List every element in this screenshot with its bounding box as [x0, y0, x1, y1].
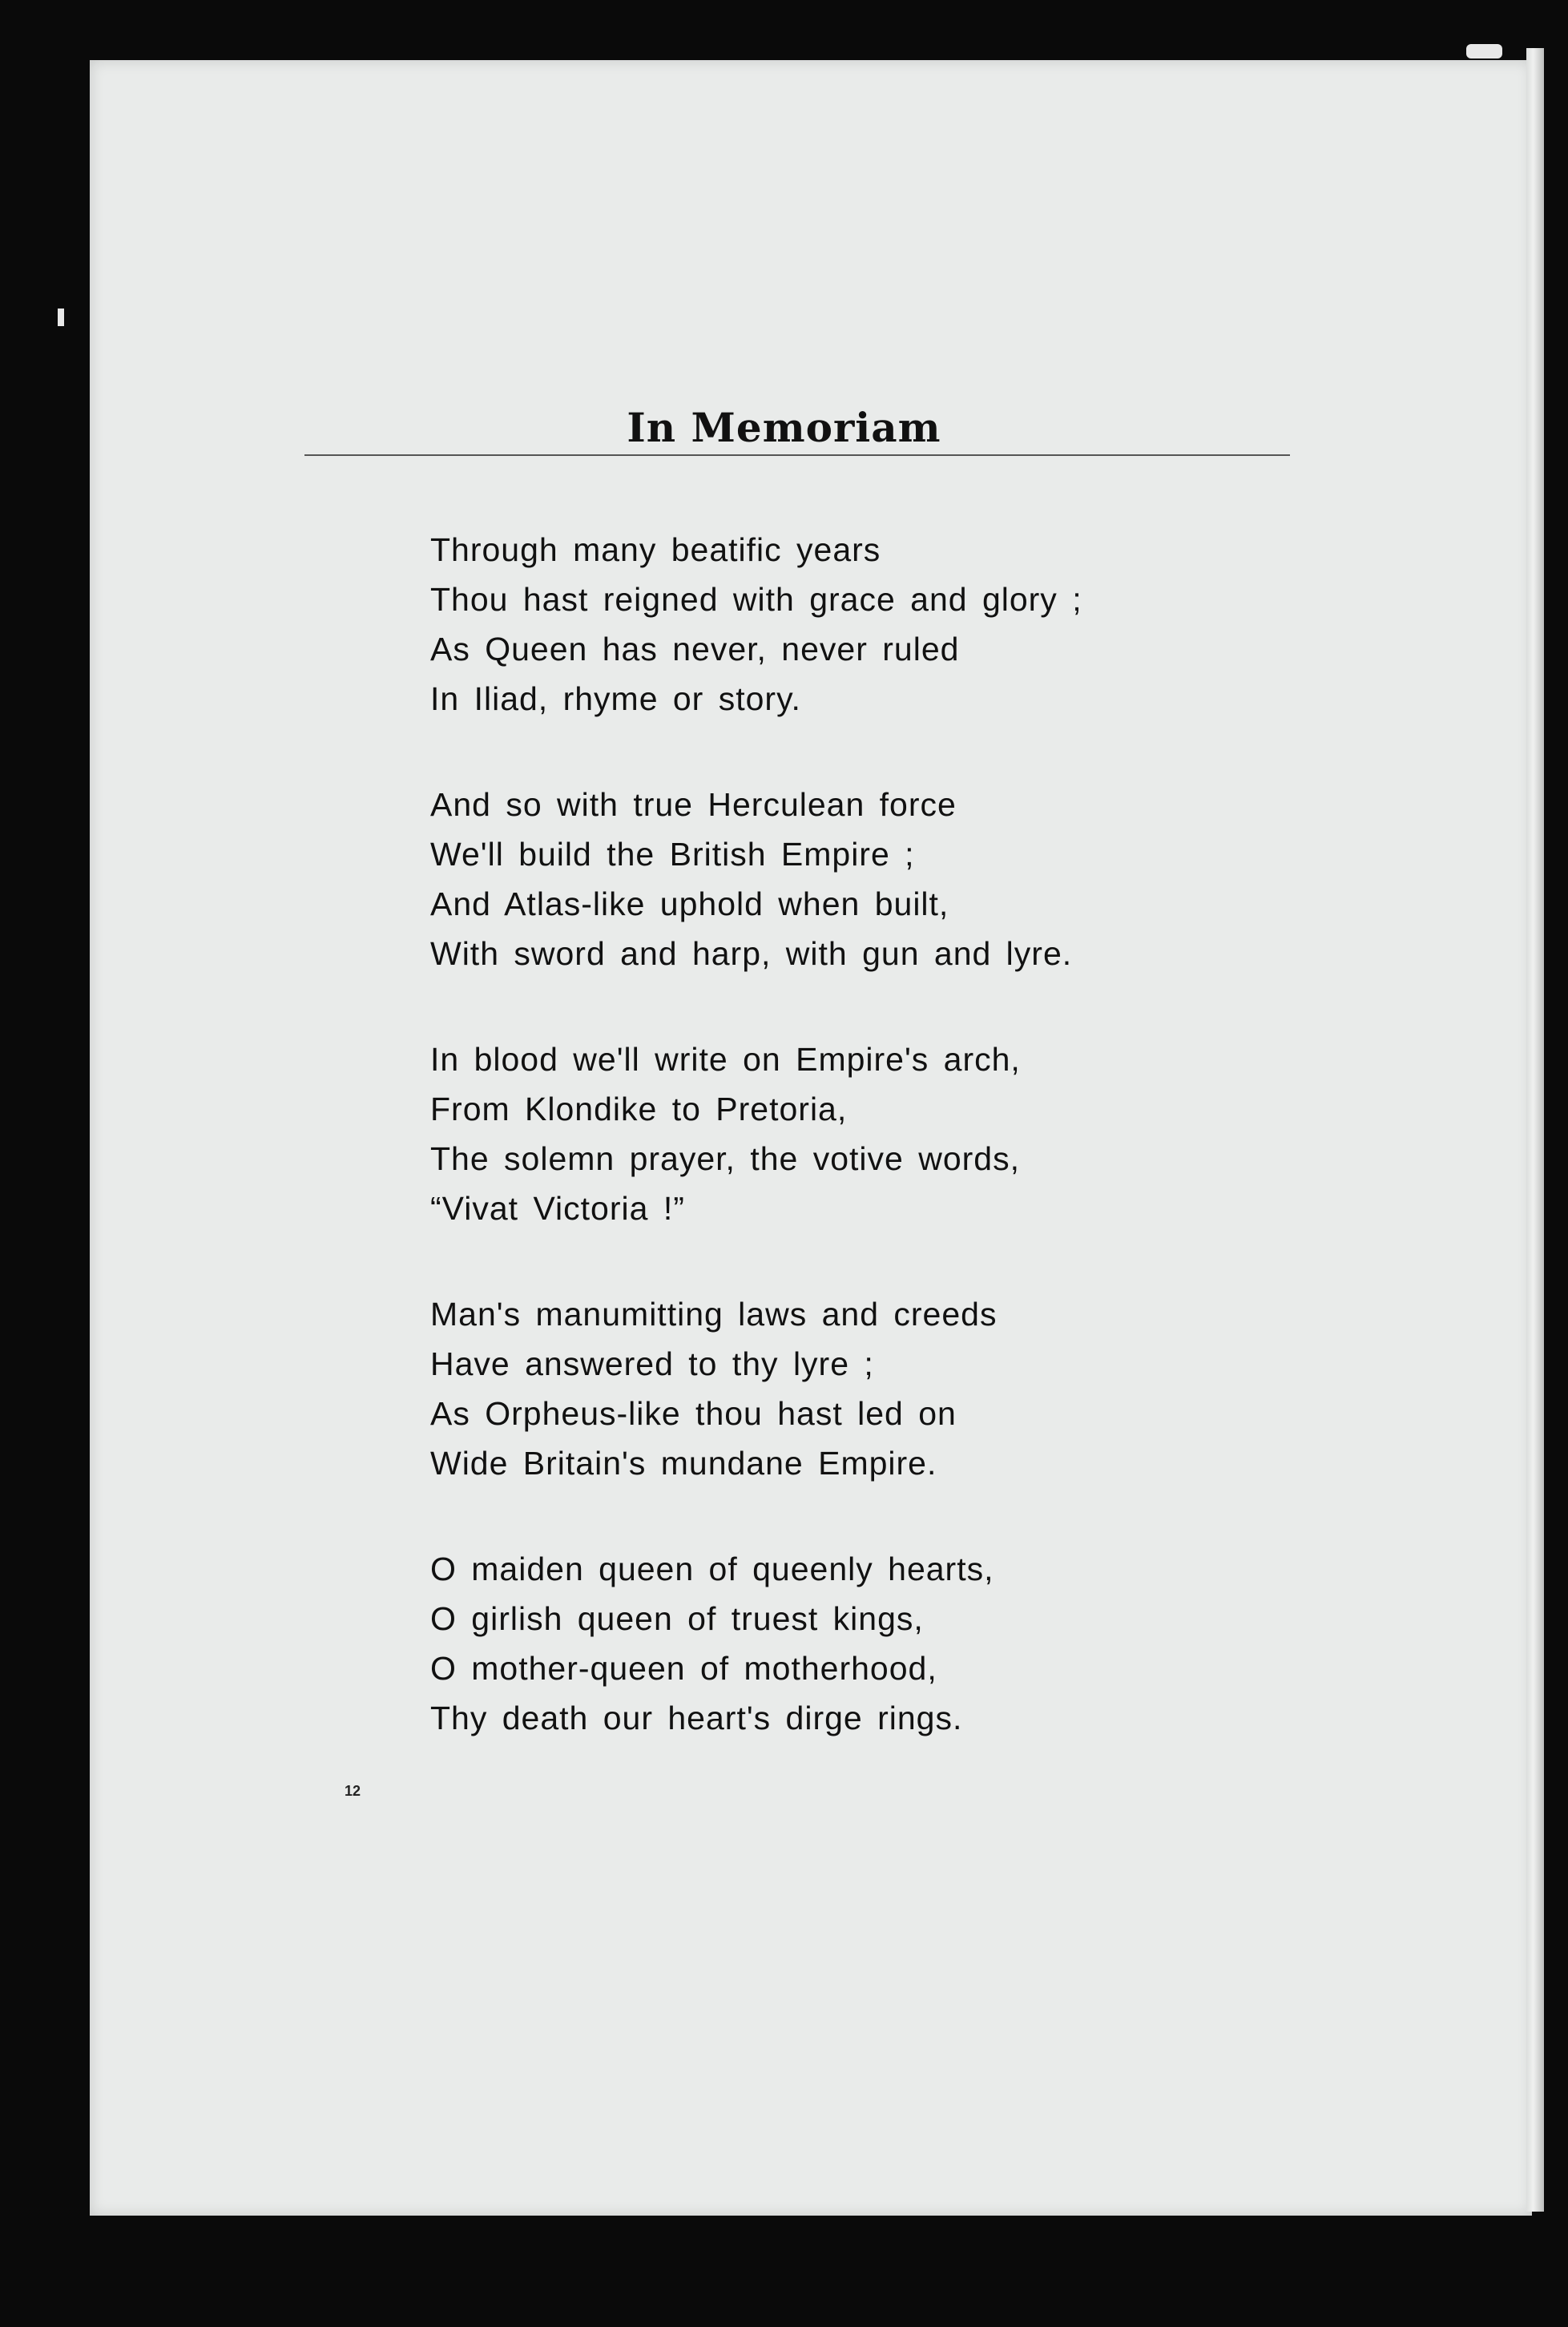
poem-line: “Vivat Victoria !”: [430, 1190, 685, 1227]
poem-body: [430, 525, 1352, 1799]
poem-line: Man's manumitting laws and creeds: [430, 1296, 998, 1333]
poem-line: Thou hast reigned with grace and glory ;: [430, 581, 1082, 618]
poem-line: And Atlas-like uphold when built,: [430, 885, 949, 922]
title-divider: [304, 454, 1290, 456]
poem-line: As Queen has never, never ruled: [430, 631, 960, 667]
scan-artifact-top-right: [1466, 44, 1502, 58]
scan-artifact-left: [58, 309, 64, 326]
poem-line: O girlish queen of truest kings,: [430, 1600, 924, 1637]
page-number: 12: [345, 1783, 361, 1799]
poem-line: The solemn prayer, the votive words,: [430, 1140, 1020, 1177]
poem-line: And so with true Herculean force: [430, 786, 957, 823]
stanza: [430, 1034, 1352, 1233]
poem-line: Thy death our heart's dirge rings.: [430, 1700, 963, 1736]
poem-line: O mother-queen of motherhood,: [430, 1650, 937, 1687]
poem-line: In Iliad, rhyme or story.: [430, 680, 801, 717]
stanza: [430, 780, 1352, 978]
stanza: [430, 1289, 1352, 1488]
poem-line: In blood we'll write on Empire's arch,: [430, 1041, 1021, 1078]
poem-line: As Orpheus-like thou hast led on: [430, 1395, 957, 1432]
poem-line: We'll build the British Empire ;: [430, 836, 915, 873]
page-title: In Memoriam: [627, 403, 941, 451]
stanza: [430, 1544, 1352, 1743]
poem-line: Have answered to thy lyre ;: [430, 1345, 874, 1382]
stanza: [430, 525, 1352, 724]
poem-line: O maiden queen of queenly hearts,: [430, 1551, 994, 1587]
poem-line: With sword and harp, with gun and lyre.: [430, 935, 1073, 972]
poem-line: Wide Britain's mundane Empire.: [430, 1445, 937, 1482]
page-edge: [1526, 48, 1544, 2212]
poem-line: Through many beatific years: [430, 531, 881, 568]
poem-line: From Klondike to Pretoria,: [430, 1091, 848, 1127]
